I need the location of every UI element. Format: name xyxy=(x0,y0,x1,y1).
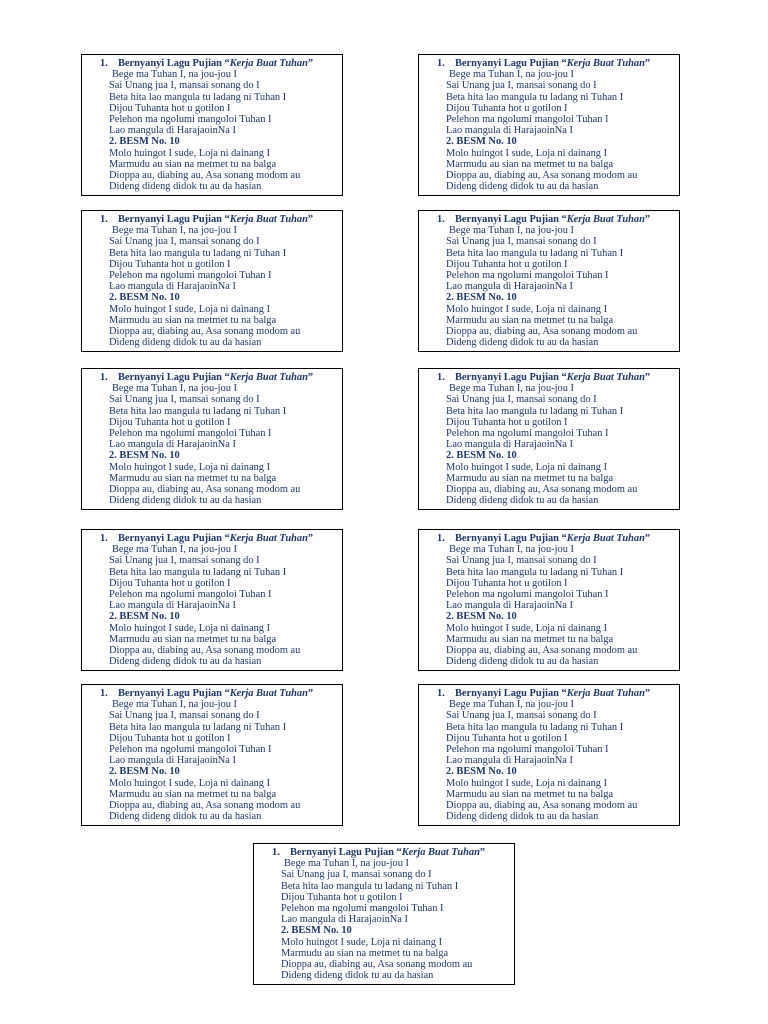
verse-line: Beta hita lao mangula tu ladang ni Tuhan I xyxy=(281,880,459,892)
title-prefix: Bernyanyi Lagu Pujian “ xyxy=(118,214,230,225)
title-prefix: Bernyanyi Lagu Pujian “ xyxy=(118,372,230,383)
verse-line: Lao mangula di HarajaoinNa I xyxy=(109,439,236,451)
verse-line: Beta hita lao mangula tu ladang ni Tuhan I xyxy=(446,721,624,733)
verse-line: Lao mangula di HarajaoinNa I xyxy=(446,755,573,767)
verse-line: Dijou Tuhanta hot u gotilon I xyxy=(446,577,568,589)
verse-line: Pelehon ma ngolumi mangoloi Tuhan I xyxy=(446,114,609,126)
song-title xyxy=(419,214,679,225)
title-number: 1. xyxy=(437,372,445,383)
verse-line: Dideng dideng didok tu au da hasian xyxy=(446,811,599,823)
verse-line: Dioppa au, diabing au, Asa sonang modom au xyxy=(109,645,301,657)
verse-line: Dideng dideng didok tu au da hasian xyxy=(109,181,262,193)
verse-line: Dijou Tuhanta hot u gotilon I xyxy=(446,102,568,114)
verse-line: Beta hita lao mangula tu ladang ni Tuhan I xyxy=(109,566,287,578)
section-heading: 2. BESM No. 10 xyxy=(446,450,517,462)
title-italic: Kerja Buat Tuhan xyxy=(566,688,645,699)
title-prefix: Bernyanyi Lagu Pujian “ xyxy=(455,214,567,225)
verse-line: Pelehon ma ngolumi mangoloi Tuhan I xyxy=(109,270,272,282)
verse-line: Dioppa au, diabing au, Asa sonang modom au xyxy=(109,170,301,182)
lyrics-card-4 xyxy=(418,210,680,352)
section-heading: 2. BESM No. 10 xyxy=(281,925,352,937)
title-suffix: ” xyxy=(307,58,314,69)
lyrics-card-2 xyxy=(418,54,680,196)
verse-line: Dideng dideng didok tu au da hasian xyxy=(446,656,599,668)
verse-line: Beta hita lao mangula tu ladang ni Tuhan I xyxy=(109,721,287,733)
verse-line: Bege ma Tuhan I, na jou-jou I xyxy=(449,383,574,395)
verse-line: Beta hita lao mangula tu ladang ni Tuhan I xyxy=(446,405,624,417)
verse-line: Sai Unang jua I, mansai sonang do I xyxy=(446,236,597,248)
section-heading: 2. BESM No. 10 xyxy=(446,292,517,304)
verse-line: Molo huingot I sude, Loja ni dainang I xyxy=(446,461,608,473)
lyrics-card-1 xyxy=(81,54,343,196)
verse-line: Bege ma Tuhan I, na jou-jou I xyxy=(449,69,574,81)
verse-line: Bege ma Tuhan I, na jou-jou I xyxy=(449,225,574,237)
title-prefix: Bernyanyi Lagu Pujian “ xyxy=(118,688,230,699)
title-suffix: ” xyxy=(479,847,486,858)
lyrics-card-7 xyxy=(81,529,343,671)
verse-line: Dijou Tuhanta hot u gotilon I xyxy=(446,258,568,270)
verse-line: Lao mangula di HarajaoinNa I xyxy=(109,755,236,767)
verse-line: Sai Unang jua I, mansai sonang do I xyxy=(446,555,597,567)
verse-line: Molo huingot I sude, Loja ni dainang I xyxy=(446,777,608,789)
verse-line: Sai Unang jua I, mansai sonang do I xyxy=(109,394,260,406)
verse-line: Beta hita lao mangula tu ladang ni Tuhan I xyxy=(109,91,287,103)
verse-line: Pelehon ma ngolumi mangoloi Tuhan I xyxy=(446,744,609,756)
section-heading: 2. BESM No. 10 xyxy=(109,611,180,623)
verse-line: Pelehon ma ngolumi mangoloi Tuhan I xyxy=(109,114,272,126)
verse-line: Lao mangula di HarajaoinNa I xyxy=(281,914,408,926)
title-number: 1. xyxy=(272,847,280,858)
verse-line: Bege ma Tuhan I, na jou-jou I xyxy=(449,699,574,711)
verse-line: Sai Unang jua I, mansai sonang do I xyxy=(446,80,597,92)
title-italic: Kerja Buat Tuhan xyxy=(229,533,308,544)
title-suffix: ” xyxy=(644,372,651,383)
verse-line: Lao mangula di HarajaoinNa I xyxy=(446,125,573,137)
verse-line: Marmudu au sian na metmet tu na balga xyxy=(446,633,614,645)
title-number: 1. xyxy=(100,214,108,225)
title-prefix: Bernyanyi Lagu Pujian “ xyxy=(118,58,230,69)
verse-line: Dioppa au, diabing au, Asa sonang modom au xyxy=(109,326,301,338)
verse-line: Molo huingot I sude, Loja ni dainang I xyxy=(446,622,608,634)
verse-line: Dioppa au, diabing au, Asa sonang modom au xyxy=(109,800,301,812)
verse-line: Dideng dideng didok tu au da hasian xyxy=(109,811,262,823)
verse-line: Dideng dideng didok tu au da hasian xyxy=(281,970,434,982)
title-italic: Kerja Buat Tuhan xyxy=(229,688,308,699)
verse-line: Marmudu au sian na metmet tu na balga xyxy=(281,947,449,959)
title-suffix: ” xyxy=(307,688,314,699)
verse-line: Beta hita lao mangula tu ladang ni Tuhan I xyxy=(109,247,287,259)
verse-line: Lao mangula di HarajaoinNa I xyxy=(109,281,236,293)
song-title xyxy=(419,372,679,383)
verse-line: Bege ma Tuhan I, na jou-jou I xyxy=(112,699,237,711)
title-suffix: ” xyxy=(307,214,314,225)
verse-line: Bege ma Tuhan I, na jou-jou I xyxy=(112,544,237,556)
section-heading: 2. BESM No. 10 xyxy=(446,136,517,148)
verse-line: Bege ma Tuhan I, na jou-jou I xyxy=(112,225,237,237)
title-suffix: ” xyxy=(644,533,651,544)
title-number: 1. xyxy=(437,214,445,225)
verse-line: Dideng dideng didok tu au da hasian xyxy=(446,181,599,193)
title-italic: Kerja Buat Tuhan xyxy=(401,847,480,858)
verse-line: Dijou Tuhanta hot u gotilon I xyxy=(109,258,231,270)
song-title xyxy=(419,533,679,544)
verse-line: Dijou Tuhanta hot u gotilon I xyxy=(109,732,231,744)
song-title xyxy=(419,58,679,69)
verse-line: Sai Unang jua I, mansai sonang do I xyxy=(109,555,260,567)
title-number: 1. xyxy=(100,58,108,69)
verse-line: Marmudu au sian na metmet tu na balga xyxy=(109,788,277,800)
verse-line: Pelehon ma ngolumi mangoloi Tuhan I xyxy=(281,903,444,915)
song-title xyxy=(419,688,679,699)
lyrics-card-9 xyxy=(81,684,343,826)
title-prefix: Bernyanyi Lagu Pujian “ xyxy=(455,688,567,699)
title-prefix: Bernyanyi Lagu Pujian “ xyxy=(455,372,567,383)
title-number: 1. xyxy=(437,533,445,544)
verse-line: Beta hita lao mangula tu ladang ni Tuhan I xyxy=(109,405,287,417)
title-prefix: Bernyanyi Lagu Pujian “ xyxy=(455,533,567,544)
verse-line: Dioppa au, diabing au, Asa sonang modom au xyxy=(446,645,638,657)
verse-line: Bege ma Tuhan I, na jou-jou I xyxy=(449,544,574,556)
verse-line: Molo huingot I sude, Loja ni dainang I xyxy=(446,147,608,159)
verse-line: Lao mangula di HarajaoinNa I xyxy=(446,600,573,612)
verse-line: Dioppa au, diabing au, Asa sonang modom au xyxy=(446,326,638,338)
verse-line: Marmudu au sian na metmet tu na balga xyxy=(109,472,277,484)
verse-line: Sai Unang jua I, mansai sonang do I xyxy=(109,236,260,248)
title-italic: Kerja Buat Tuhan xyxy=(229,214,308,225)
verse-line: Dijou Tuhanta hot u gotilon I xyxy=(281,891,403,903)
lyrics-card-6 xyxy=(418,368,680,510)
section-heading: 2. BESM No. 10 xyxy=(446,766,517,778)
verse-line: Dideng dideng didok tu au da hasian xyxy=(109,337,262,349)
verse-line: Sai Unang jua I, mansai sonang do I xyxy=(446,394,597,406)
title-prefix: Bernyanyi Lagu Pujian “ xyxy=(118,533,230,544)
title-italic: Kerja Buat Tuhan xyxy=(229,58,308,69)
verse-line: Dijou Tuhanta hot u gotilon I xyxy=(109,577,231,589)
verse-line: Sai Unang jua I, mansai sonang do I xyxy=(109,80,260,92)
verse-line: Marmudu au sian na metmet tu na balga xyxy=(109,633,277,645)
verse-line: Beta hita lao mangula tu ladang ni Tuhan I xyxy=(446,91,624,103)
verse-line: Pelehon ma ngolumi mangoloi Tuhan I xyxy=(109,744,272,756)
title-prefix: Bernyanyi Lagu Pujian “ xyxy=(290,847,402,858)
title-number: 1. xyxy=(100,688,108,699)
verse-line: Sai Unang jua I, mansai sonang do I xyxy=(109,710,260,722)
verse-line: Beta hita lao mangula tu ladang ni Tuhan I xyxy=(446,566,624,578)
section-heading: 2. BESM No. 10 xyxy=(109,450,180,462)
verse-line: Pelehon ma ngolumi mangoloi Tuhan I xyxy=(446,270,609,282)
title-suffix: ” xyxy=(307,533,314,544)
verse-line: Bege ma Tuhan I, na jou-jou I xyxy=(112,383,237,395)
title-number: 1. xyxy=(437,58,445,69)
verse-line: Marmudu au sian na metmet tu na balga xyxy=(446,472,614,484)
verse-line: Dideng dideng didok tu au da hasian xyxy=(446,337,599,349)
verse-line: Dioppa au, diabing au, Asa sonang modom au xyxy=(446,800,638,812)
section-heading: 2. BESM No. 10 xyxy=(109,766,180,778)
verse-line: Dideng dideng didok tu au da hasian xyxy=(109,656,262,668)
lyrics-card-5 xyxy=(81,368,343,510)
title-suffix: ” xyxy=(307,372,314,383)
verse-line: Pelehon ma ngolumi mangoloi Tuhan I xyxy=(109,428,272,440)
verse-line: Molo huingot I sude, Loja ni dainang I xyxy=(281,936,443,948)
verse-line: Bege ma Tuhan I, na jou-jou I xyxy=(112,69,237,81)
verse-line: Dijou Tuhanta hot u gotilon I xyxy=(109,102,231,114)
verse-line: Lao mangula di HarajaoinNa I xyxy=(109,125,236,137)
verse-line: Marmudu au sian na metmet tu na balga xyxy=(446,158,614,170)
verse-line: Marmudu au sian na metmet tu na balga xyxy=(109,314,277,326)
song-title xyxy=(254,847,514,858)
verse-line: Marmudu au sian na metmet tu na balga xyxy=(446,788,614,800)
title-italic: Kerja Buat Tuhan xyxy=(566,372,645,383)
title-italic: Kerja Buat Tuhan xyxy=(566,533,645,544)
verse-line: Sai Unang jua I, mansai sonang do I xyxy=(446,710,597,722)
title-italic: Kerja Buat Tuhan xyxy=(566,214,645,225)
verse-line: Dijou Tuhanta hot u gotilon I xyxy=(446,732,568,744)
lyrics-card-10 xyxy=(418,684,680,826)
song-title xyxy=(82,533,342,544)
verse-line: Pelehon ma ngolumi mangoloi Tuhan I xyxy=(109,589,272,601)
verse-line: Lao mangula di HarajaoinNa I xyxy=(446,281,573,293)
verse-line: Dideng dideng didok tu au da hasian xyxy=(109,495,262,507)
title-suffix: ” xyxy=(644,58,651,69)
section-heading: 2. BESM No. 10 xyxy=(446,611,517,623)
verse-line: Dijou Tuhanta hot u gotilon I xyxy=(109,416,231,428)
verse-line: Marmudu au sian na metmet tu na balga xyxy=(446,314,614,326)
section-heading: 2. BESM No. 10 xyxy=(109,292,180,304)
verse-line: Dioppa au, diabing au, Asa sonang modom au xyxy=(446,170,638,182)
verse-line: Beta hita lao mangula tu ladang ni Tuhan I xyxy=(446,247,624,259)
verse-line: Sai Unang jua I, mansai sonang do I xyxy=(281,869,432,881)
verse-line: Molo huingot I sude, Loja ni dainang I xyxy=(109,777,271,789)
verse-line: Molo huingot I sude, Loja ni dainang I xyxy=(446,303,608,315)
title-prefix: Bernyanyi Lagu Pujian “ xyxy=(455,58,567,69)
title-number: 1. xyxy=(100,372,108,383)
title-number: 1. xyxy=(437,688,445,699)
verse-line: Pelehon ma ngolumi mangoloi Tuhan I xyxy=(446,428,609,440)
verse-line: Dijou Tuhanta hot u gotilon I xyxy=(446,416,568,428)
verse-line: Molo huingot I sude, Loja ni dainang I xyxy=(109,147,271,159)
title-italic: Kerja Buat Tuhan xyxy=(566,58,645,69)
verse-line: Molo huingot I sude, Loja ni dainang I xyxy=(109,461,271,473)
verse-line: Lao mangula di HarajaoinNa I xyxy=(109,600,236,612)
verse-line: Molo huingot I sude, Loja ni dainang I xyxy=(109,622,271,634)
title-italic: Kerja Buat Tuhan xyxy=(229,372,308,383)
section-heading: 2. BESM No. 10 xyxy=(109,136,180,148)
verse-line: Dideng dideng didok tu au da hasian xyxy=(446,495,599,507)
title-number: 1. xyxy=(100,533,108,544)
verse-line: Marmudu au sian na metmet tu na balga xyxy=(109,158,277,170)
verse-line: Dioppa au, diabing au, Asa sonang modom au xyxy=(281,959,473,971)
song-title xyxy=(82,372,342,383)
lyrics-card-3 xyxy=(81,210,343,352)
song-title xyxy=(82,688,342,699)
lyrics-card-8 xyxy=(418,529,680,671)
verse-line: Dioppa au, diabing au, Asa sonang modom au xyxy=(446,484,638,496)
verse-line: Pelehon ma ngolumi mangoloi Tuhan I xyxy=(446,589,609,601)
song-title xyxy=(82,214,342,225)
verse-line: Lao mangula di HarajaoinNa I xyxy=(446,439,573,451)
verse-line: Dioppa au, diabing au, Asa sonang modom au xyxy=(109,484,301,496)
title-suffix: ” xyxy=(644,214,651,225)
verse-line: Molo huingot I sude, Loja ni dainang I xyxy=(109,303,271,315)
lyrics-card-11 xyxy=(253,843,515,985)
title-suffix: ” xyxy=(644,688,651,699)
verse-line: Bege ma Tuhan I, na jou-jou I xyxy=(284,858,409,870)
song-title xyxy=(82,58,342,69)
